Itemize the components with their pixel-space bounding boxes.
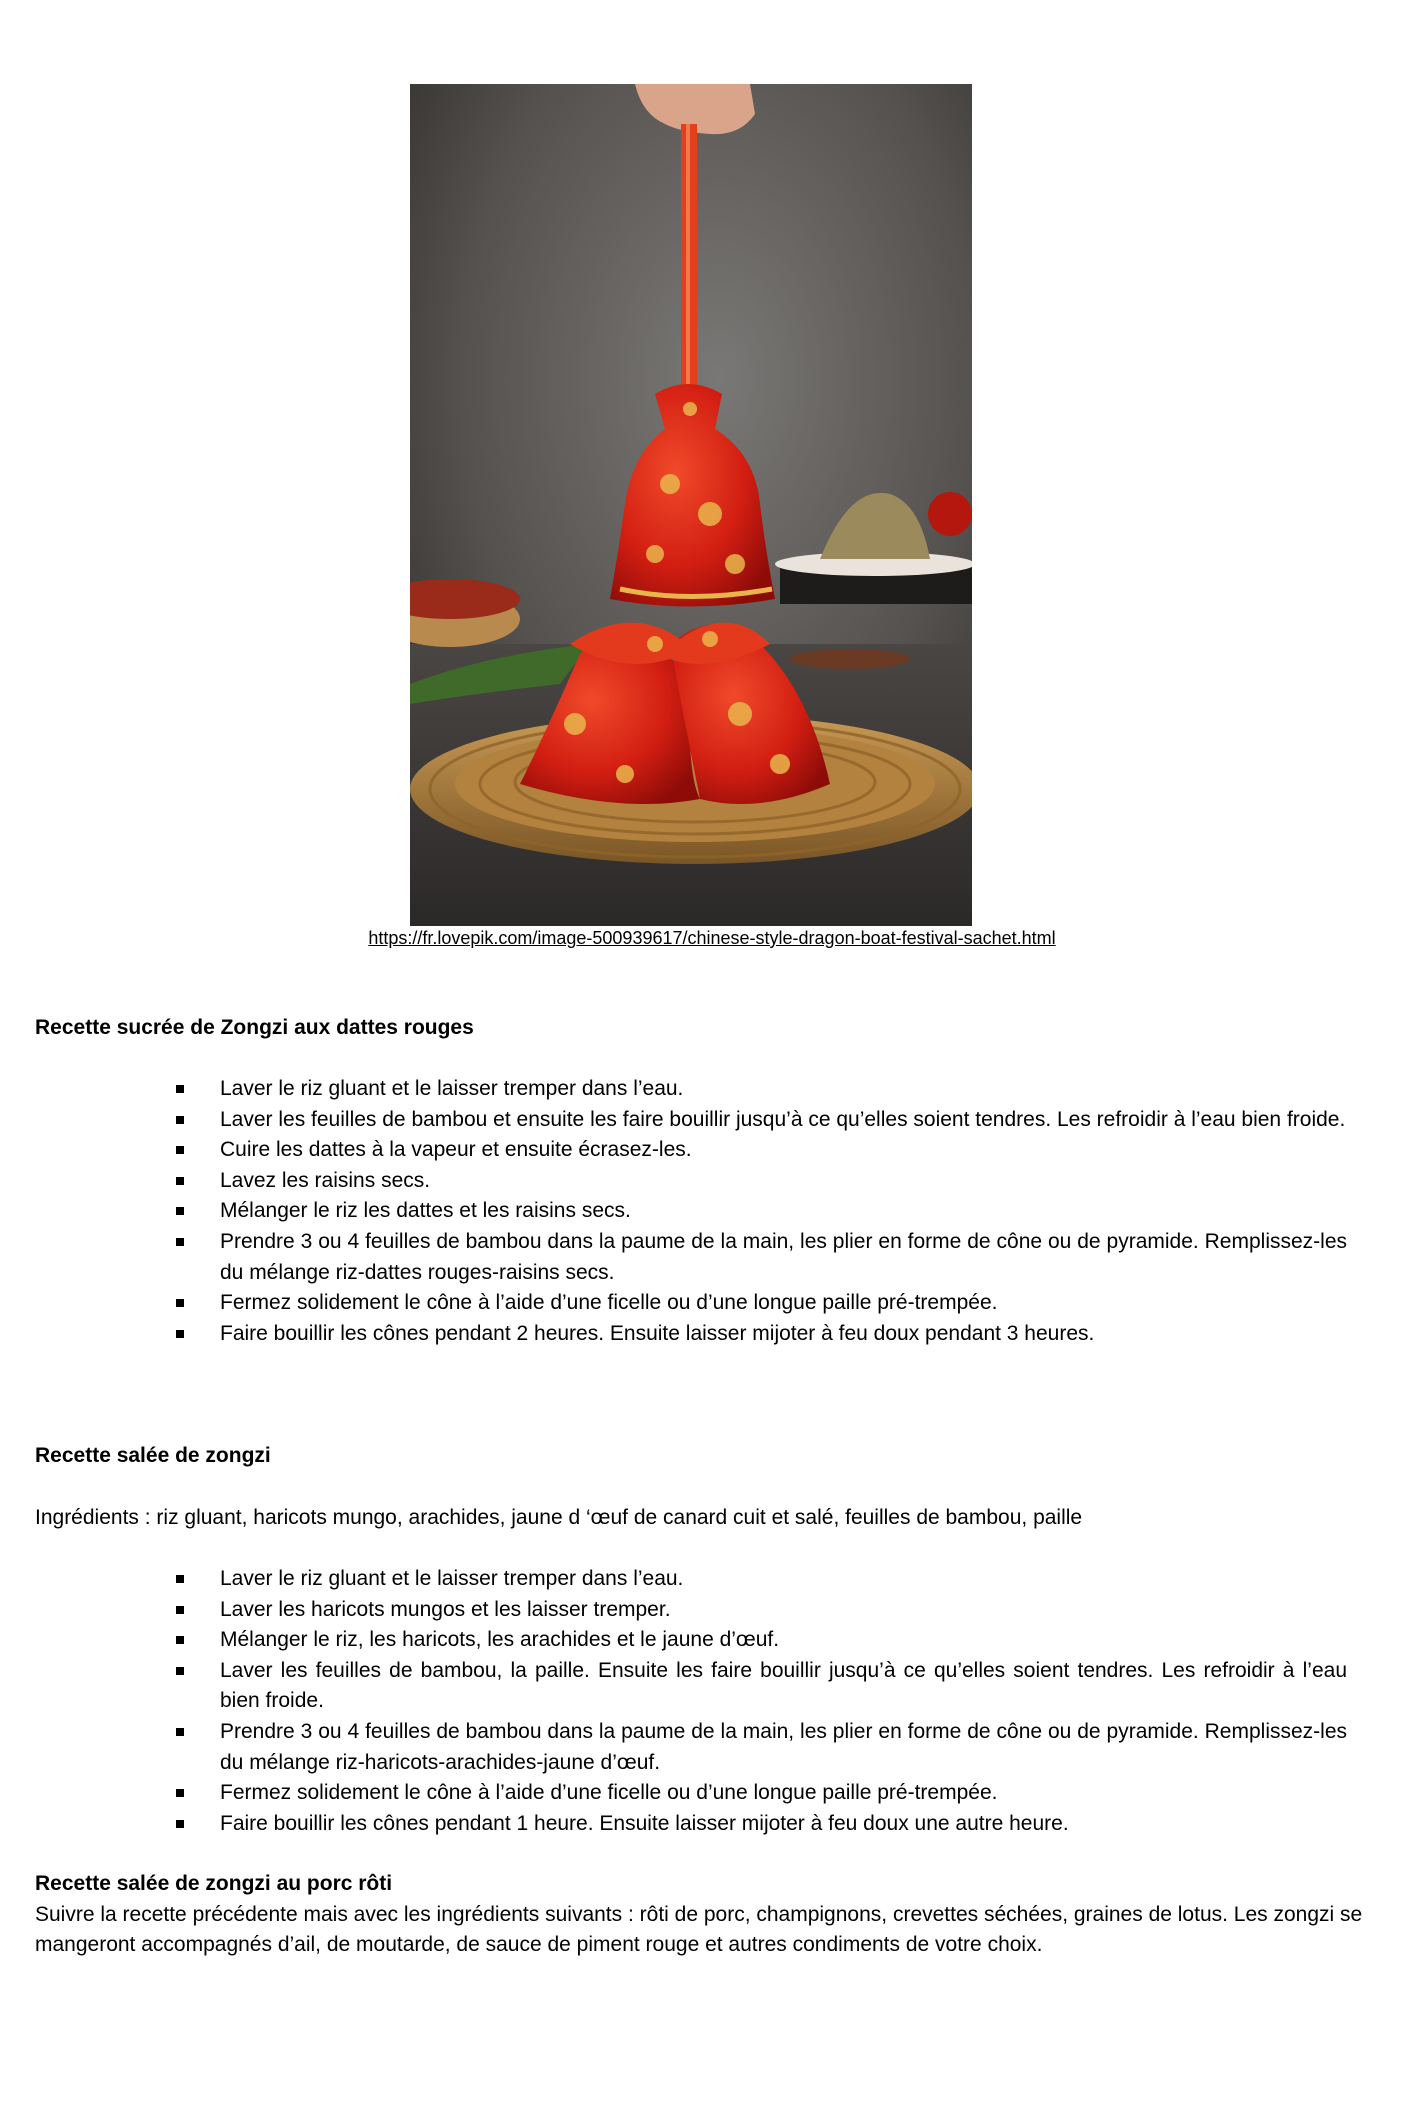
list-item: Cuire les dattes à la vapeur et ensuite écrasez-les. bbox=[172, 1135, 1347, 1166]
list-item: Laver le riz gluant et le laisser tremper dans l’eau. bbox=[172, 1074, 1347, 1105]
list-item: Laver le riz gluant et le laisser tremper dans l’eau. bbox=[172, 1564, 1347, 1595]
list-item: Prendre 3 ou 4 feuilles de bambou dans la paume de la main, les plier en forme de cône ou de pyramide. Remplissez-les du mélange riz-dattes rouges-raisins secs. bbox=[172, 1227, 1347, 1288]
pork-recipe-text: Suivre la recette précédente mais avec les ingrédients suivants : rôti de porc, champignons, crevettes séchées, graines de lotus. Les zongzi se mangeront accompagnés d’ail, de moutarde, de sauce de piment rouge et autres condiments de votre choix. bbox=[35, 1903, 1363, 1956]
image-source-link[interactable]: https://fr.lovepik.com/image-500939617/chinese-style-dragon-boat-festival-sachet.html bbox=[368, 928, 1056, 948]
list-item: Laver les feuilles de bambou et ensuite les faire bouillir jusqu’à ce qu’elles soient tendres. Les refroidir à l’eau bien froide. bbox=[172, 1105, 1347, 1136]
list-item: Faire bouillir les cônes pendant 2 heures. Ensuite laisser mijoter à feu doux pendant 3 heures. bbox=[172, 1319, 1347, 1350]
savory-recipe-steps bbox=[172, 1564, 1347, 1839]
list-item: Fermez solidement le cône à l’aide d’une ficelle ou d’une longue paille pré-trempée. bbox=[172, 1288, 1347, 1319]
list-item: Prendre 3 ou 4 feuilles de bambou dans la paume de la main, les plier en forme de cône ou de pyramide. Remplissez-les du mélange riz-haricots-arachides-jaune d’œuf. bbox=[172, 1717, 1347, 1778]
sweet-recipe-steps bbox=[172, 1074, 1347, 1349]
pork-recipe-title: Recette salée de zongzi au porc rôti bbox=[35, 1872, 393, 1895]
savory-ingredients: Ingrédients : riz gluant, haricots mungo, arachides, jaune d ‘œuf de canard cuit et salé, feuilles de bambou, paille bbox=[35, 1506, 1083, 1529]
list-item: Laver les feuilles de bambou, la paille. Ensuite les faire bouillir jusqu’à ce qu’elles soient tendres. Les refroidir à l’eau bien froide. bbox=[172, 1656, 1347, 1717]
list-item: Faire bouillir les cônes pendant 1 heure. Ensuite laisser mijoter à feu doux une autre heure. bbox=[172, 1809, 1347, 1840]
list-item: Fermez solidement le cône à l’aide d’une ficelle ou d’une longue paille pré-trempée. bbox=[172, 1778, 1347, 1809]
sachet-photo bbox=[410, 84, 972, 926]
list-item: Lavez les raisins secs. bbox=[172, 1166, 1347, 1197]
list-item: Laver les haricots mungos et les laisser tremper. bbox=[172, 1595, 1347, 1626]
list-item: Mélanger le riz les dattes et les raisins secs. bbox=[172, 1196, 1347, 1227]
list-item: Mélanger le riz, les haricots, les arachides et le jaune d’œuf. bbox=[172, 1625, 1347, 1656]
sweet-recipe-title: Recette sucrée de Zongzi aux dattes rouges bbox=[35, 1016, 474, 1039]
savory-recipe-title: Recette salée de zongzi bbox=[35, 1444, 271, 1467]
